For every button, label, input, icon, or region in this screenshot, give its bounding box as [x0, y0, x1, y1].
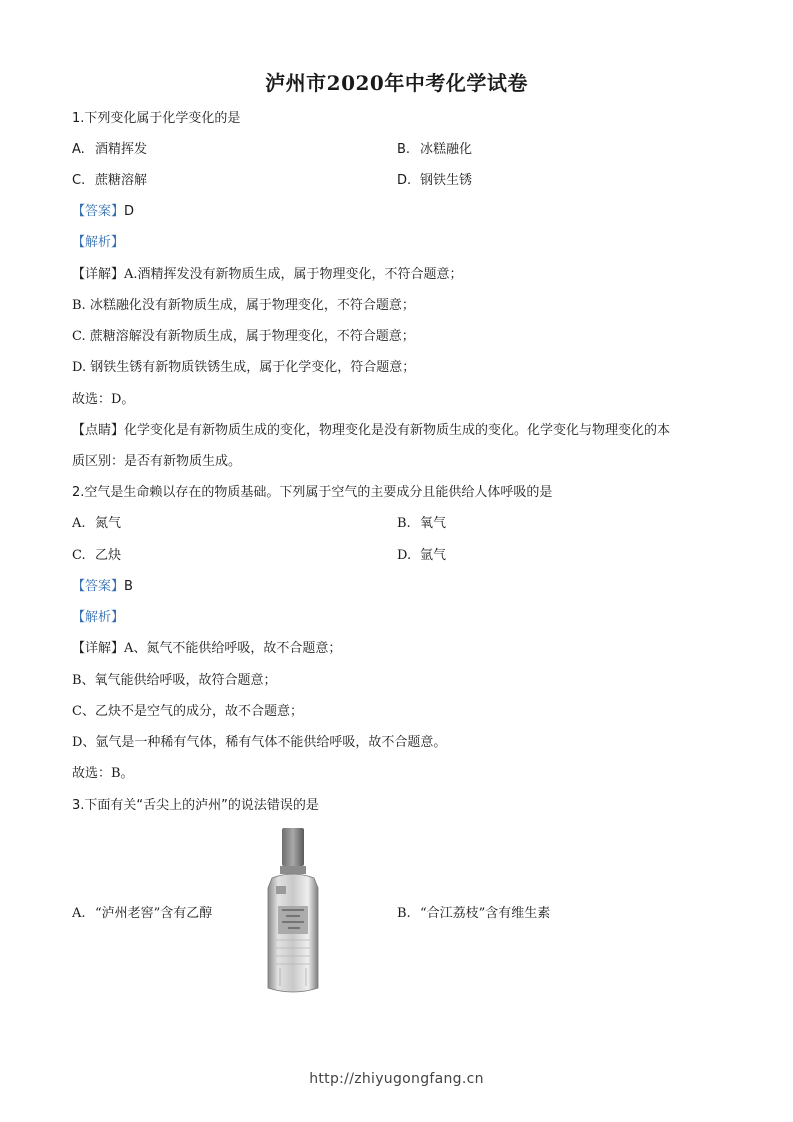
q1-comment-cont: 质区别：是否有新物质生成。 [72, 454, 242, 469]
answer-value: B [124, 579, 133, 594]
q1-stem: 1.下列变化属于化学变化的是 [72, 111, 241, 126]
answer-value: D [124, 204, 135, 219]
option-key: D. [397, 173, 412, 188]
option-key: A. [72, 142, 85, 157]
q1-analysis-tag: 【解析】 [72, 235, 125, 250]
option-key: B. [397, 142, 411, 157]
option-text: 蔗糖溶解 [95, 173, 148, 188]
option-text: 冰糕融化 [420, 142, 473, 157]
option-text: “合江荔枝”含有维生素 [420, 906, 551, 921]
option-key: C. [72, 173, 86, 188]
footer-url: http://zhiyugongfang.cn [309, 1071, 484, 1087]
option-text: 氮气 [95, 516, 122, 531]
q2-detail-line: D、氩气是一种稀有气体，稀有气体不能供给呼吸，故不合题意。 [72, 735, 447, 750]
q2-detail-line: C、乙炔不是空气的成分，故不合题意； [72, 704, 303, 719]
detail-text: A、氮气不能供给呼吸，故不合题意； [124, 641, 342, 656]
q2-option-c [72, 547, 121, 565]
q1-option-c [72, 172, 147, 190]
q1-detail-line [72, 266, 463, 284]
q1-detail-line: D. 钢铁生锈有新物质铁锈生成，属于化学变化，符合题意； [72, 360, 416, 375]
answer-tag: 【答案】 [72, 204, 125, 219]
detail-tag: 【详解】 [72, 641, 125, 656]
option-text: 酒精挥发 [95, 142, 148, 157]
q2-analysis-tag: 【解析】 [72, 610, 125, 625]
answer-tag: 【答案】 [72, 579, 125, 594]
q2-stem: 2.空气是生命赖以存在的物质基础。下列属于空气的主要成分且能供给人体呼吸的是 [72, 485, 553, 500]
option-key: B. [397, 906, 411, 921]
q1-detail-line: B. 冰糕融化没有新物质生成，属于物理变化，不符合题意； [72, 298, 415, 313]
option-key: B. [397, 516, 411, 531]
detail-tag: 【详解】 [72, 267, 125, 282]
q3-stem: 3.下面有关“舌尖上的泸州”的说法错误的是 [72, 798, 319, 813]
option-key: A. [72, 906, 86, 921]
q1-comment [72, 422, 670, 440]
option-text: 氧气 [420, 516, 447, 531]
option-text: 钢铁生锈 [420, 173, 473, 188]
q2-answer [72, 578, 133, 596]
option-text: 氩气 [420, 548, 447, 563]
q2-option-d [397, 547, 446, 565]
q2-conclusion: 故选：B。 [72, 766, 134, 781]
option-key: C. [72, 548, 86, 563]
q2-detail-line [72, 640, 341, 658]
q1-option-d [397, 172, 472, 190]
liquor-bottle-image [262, 828, 324, 996]
detail-text: A.酒精挥发没有新物质生成，属于物理变化，不符合题意； [124, 267, 463, 282]
comment-tag: 【点睛】 [72, 423, 125, 438]
q1-conclusion: 故选：D。 [72, 392, 135, 407]
q1-detail-line: C. 蔗糖溶解没有新物质生成，属于物理变化，不符合题意； [72, 329, 415, 344]
page-title: 泸州市2020年中考化学试卷 [265, 71, 528, 95]
option-key: A. [72, 516, 86, 531]
q3-option-a [72, 905, 212, 923]
q2-option-a [72, 515, 121, 533]
option-key: D. [397, 548, 412, 563]
q1-answer [72, 203, 134, 221]
q1-option-a [72, 141, 147, 159]
q1-option-b [397, 141, 472, 159]
q2-detail-line: B、氧气能供给呼吸，故符合题意； [72, 673, 277, 688]
q2-option-b [397, 515, 446, 533]
option-text: “泸州老窖”含有乙醇 [95, 906, 213, 921]
q3-option-b [397, 905, 550, 923]
option-text: 乙炔 [95, 548, 122, 563]
comment-text: 化学变化是有新物质生成的变化，物理变化是没有新物质生成的变化。化学变化与物理变化的本 [124, 423, 671, 438]
